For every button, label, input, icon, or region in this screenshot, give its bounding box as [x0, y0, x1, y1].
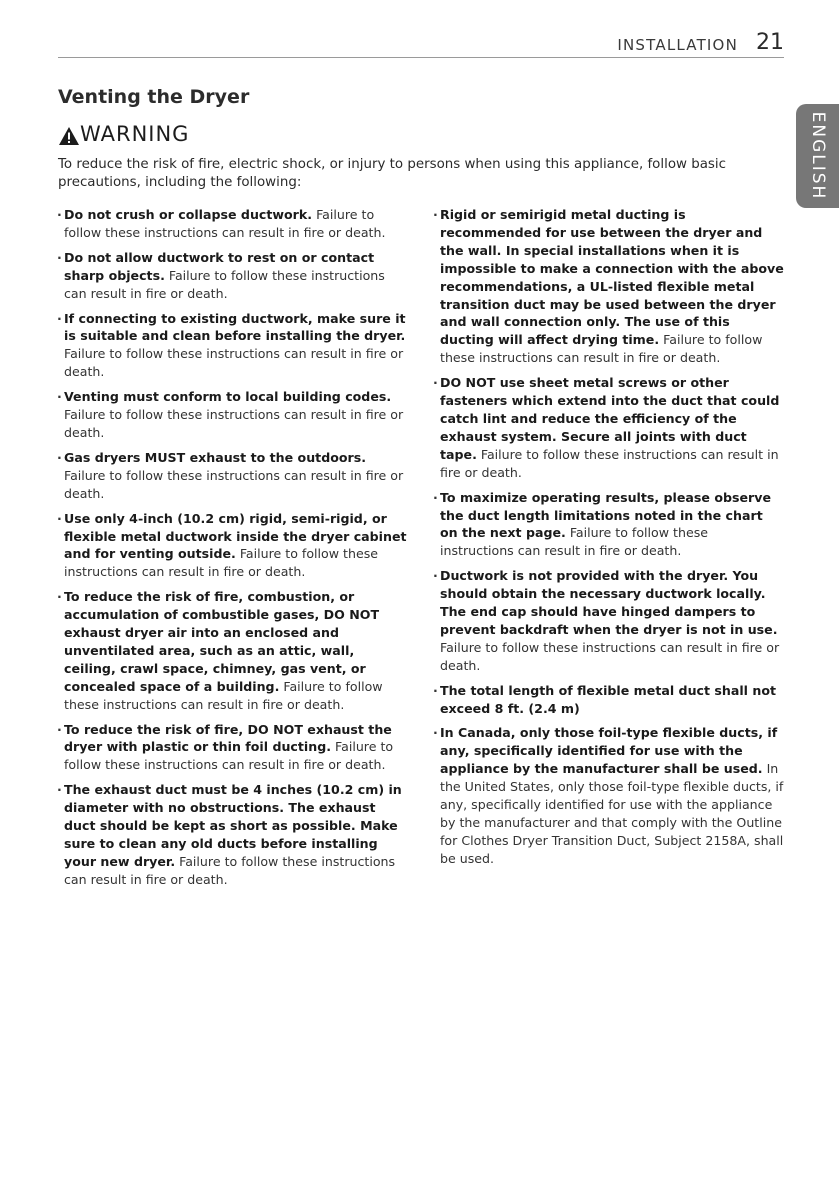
page-header — [58, 30, 784, 58]
item-bold: Do not allow ductwork to rest on or contact sharp objects. — [64, 249, 375, 283]
language-tab-label: ENGLISH — [807, 111, 828, 201]
item-bold: The exhaust duct must be 4 inches (10.2 cm) in diameter with no obstructions. The exhaust duct should be kept as short as possible. Make sure to clean any old ducts before installing your new dryer. — [64, 782, 402, 869]
left-column — [58, 206, 408, 896]
item-text: Failure to follow these instructions can result in fire or death. — [440, 525, 709, 559]
item-bold: Gas dryers MUST exhaust to the outdoors. — [64, 449, 366, 465]
warning-triangle-icon — [58, 126, 80, 146]
list-item — [58, 588, 408, 713]
item-text: Failure to follow these instructions can result in fire or death. — [64, 407, 404, 440]
item-bold: In Canada, only those foil-type flexible ducts, if any, specifically identified for use with the appliance by the manufacturer shall be used. — [440, 725, 778, 777]
item-text: Failure to follow these instructions can result in fire or death. — [64, 739, 394, 773]
list-item — [58, 388, 408, 442]
item-bold: The total length of flexible metal duct shall not exceed 8 ft. (2.4 m) — [440, 682, 777, 716]
list-item — [58, 781, 408, 888]
list-item — [434, 206, 784, 367]
item-text: In the United States, only those foil-type flexible ducts, if any, specifically identified for use with the appliance by the manufacturer and that comply with the Outline for Clothes Dryer Transition Duct, Subject 2158A, shall be used. — [440, 761, 784, 866]
warning-label: WARNING — [80, 122, 190, 146]
list-item — [58, 310, 408, 382]
item-text: Failure to follow these instructions can result in fire or death. — [440, 639, 780, 673]
page-number: 21 — [756, 30, 784, 55]
list-item — [58, 721, 408, 775]
list-item — [434, 567, 784, 674]
list-item — [434, 489, 784, 561]
item-bold: To reduce the risk of fire, combustion, or accumulation of combustible gases, DO NOT exhaust dryer air into an enclosed and unventilated area, such as an attic, wall, ceiling, crawl space, chimney, gas vent, or concealed space of a building. — [64, 589, 380, 694]
item-text: Failure to follow these instructions can result in fire or death. — [64, 467, 404, 501]
item-bold: Rigid or semirigid metal ducting is recommended for use between the dryer and the wall. In special installations when it is impossible to make a connection with the above recommendations, a UL-listed flexible metal transition duct may be used between the dryer and wall connection only. The use of this ducting will affect drying time. — [440, 207, 784, 348]
list-item — [434, 724, 784, 867]
list-item — [58, 206, 408, 242]
item-bold: Venting must conform to local building codes. — [64, 389, 392, 405]
item-text: Failure to follow these instructions can result in fire or death. — [64, 853, 396, 887]
item-bold: Do not crush or collapse ductwork. — [64, 207, 313, 222]
item-text: Failure to follow these instructions can result in fire or death. — [64, 546, 379, 580]
item-text: Failure to follow these instructions can result in fire or death. — [64, 207, 386, 240]
item-bold: To reduce the risk of fire, DO NOT exhaust the dryer with plastic or thin foil ducting. — [64, 721, 392, 755]
item-text: Failure to follow these instructions can result in fire or death. — [64, 346, 404, 380]
section-label: INSTALLATION — [617, 36, 738, 54]
item-text: Failure to follow these instructions can result in fire or death. — [64, 678, 383, 712]
item-text: Failure to follow these instructions can result in fire or death. — [440, 332, 763, 366]
right-column — [434, 206, 784, 875]
item-bold: To maximize operating results, please observe the duct length limitations noted in the chart on the next page. — [440, 489, 772, 541]
item-bold: Ductwork is not provided with the dryer. You should obtain the necessary ductwork locally. The end cap should have hinged dampers to prevent backdraft when the dryer is not in use. — [440, 568, 778, 637]
item-text: Failure to follow these instructions can result in fire or death. — [64, 267, 385, 301]
item-bold: Use only 4-inch (10.2 cm) rigid, semi-rigid, or flexible metal ductwork inside the dryer cabinet and for venting outside. — [64, 510, 407, 562]
list-item — [434, 682, 784, 718]
language-tab — [796, 104, 839, 208]
page-title: Venting the Dryer — [58, 86, 250, 108]
list-item — [58, 449, 408, 503]
item-text: Failure to follow these instructions can result in fire or death. — [440, 446, 779, 480]
list-item — [58, 249, 408, 303]
list-item — [434, 374, 784, 481]
warning-intro: To reduce the risk of fire, electric shock, or injury to persons when using this appliance, follow basic precautions, including the following: — [58, 157, 726, 190]
item-bold: DO NOT use sheet metal screws or other fasteners which extend into the duct that could catch lint and reduce the efficiency of the exhaust system. Secure all joints with duct tape. — [440, 375, 780, 462]
item-bold: If connecting to existing ductwork, make sure it is suitable and clean before installing the dryer. — [64, 310, 406, 344]
list-item — [58, 510, 408, 582]
